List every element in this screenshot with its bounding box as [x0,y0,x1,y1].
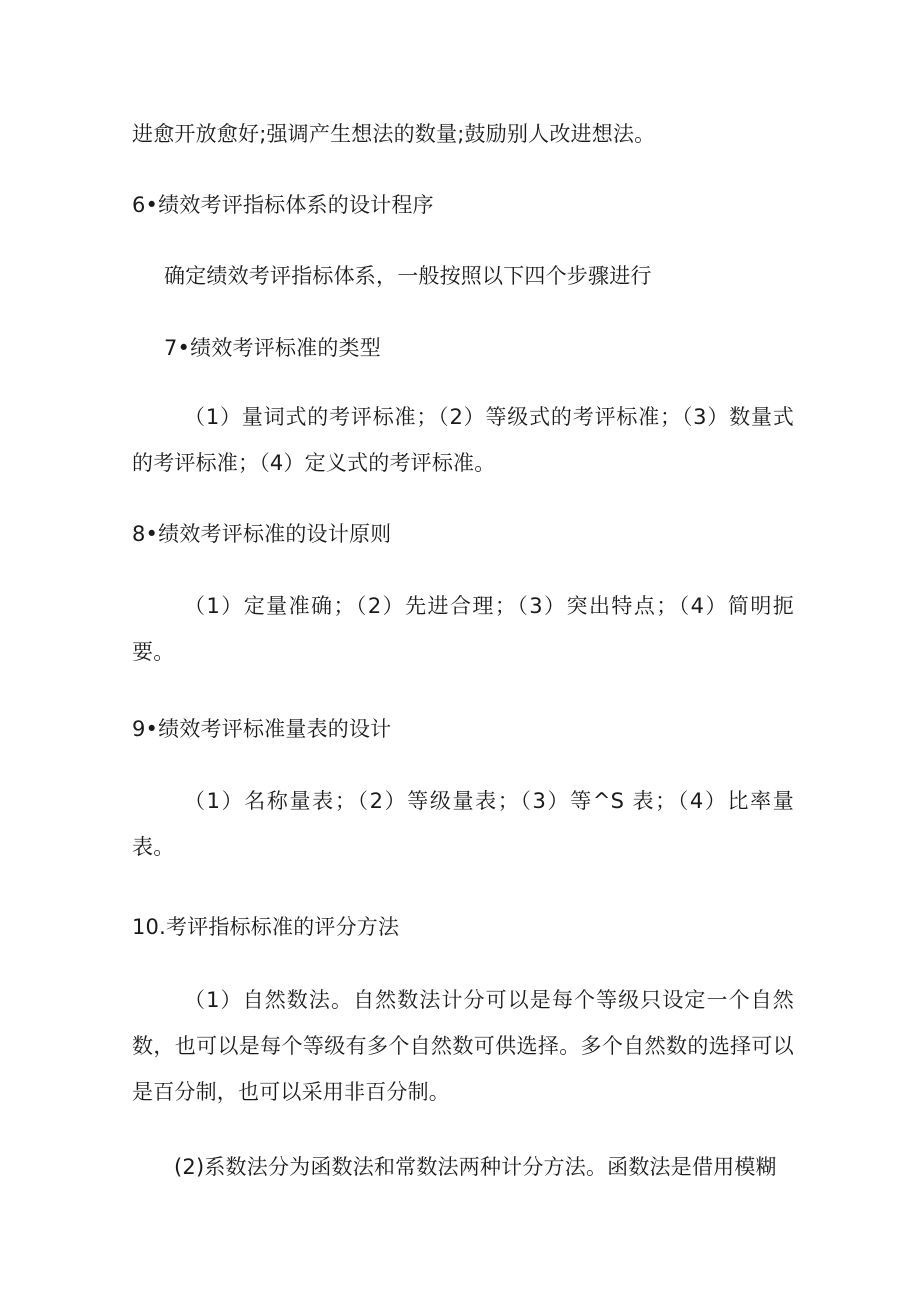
paragraph-9: （1）名称量表；（2）等级量表；（3）等^S 表；（4）比率量表。 [132,789,794,859]
heading-9: 9•绩效考评标准量表的设计 [132,717,392,741]
paragraph-8: （1）定量准确；（2）先进合理；（3）突出特点；（4）简明扼要。 [132,594,794,664]
heading-10: 10.考评指标标准的评分方法 [132,915,400,939]
intro-line: 进愈开放愈好;强调产生想法的数量;鼓励别人改进想法。 [132,122,656,146]
heading-6: 6•绩效考评指标体系的设计程序 [132,193,434,217]
heading-7: 7•绩效考评标准的类型 [164,336,381,360]
paragraph-7: （1）量词式的考评标准；（2）等级式的考评标准；（3）数量式的考评标准；（4）定义式的考评标准。 [132,405,794,475]
paragraph-10-2: (2)系数法分为函数法和常数法两种计分方法。函数法是借用模糊 [174,1155,777,1179]
paragraph-10-1: （1）自然数法。自然数法计分可以是每个等级只设定一个自然数，也可以是每个等级有多个自然数可供选择。多个自然数的选择可以是百分制，也可以采用非百分制。 [132,988,794,1104]
heading-8: 8•绩效考评标准的设计原则 [132,522,392,546]
paragraph-6: 确定绩效考评指标体系，一般按照以下四个步骤进行 [164,264,652,288]
